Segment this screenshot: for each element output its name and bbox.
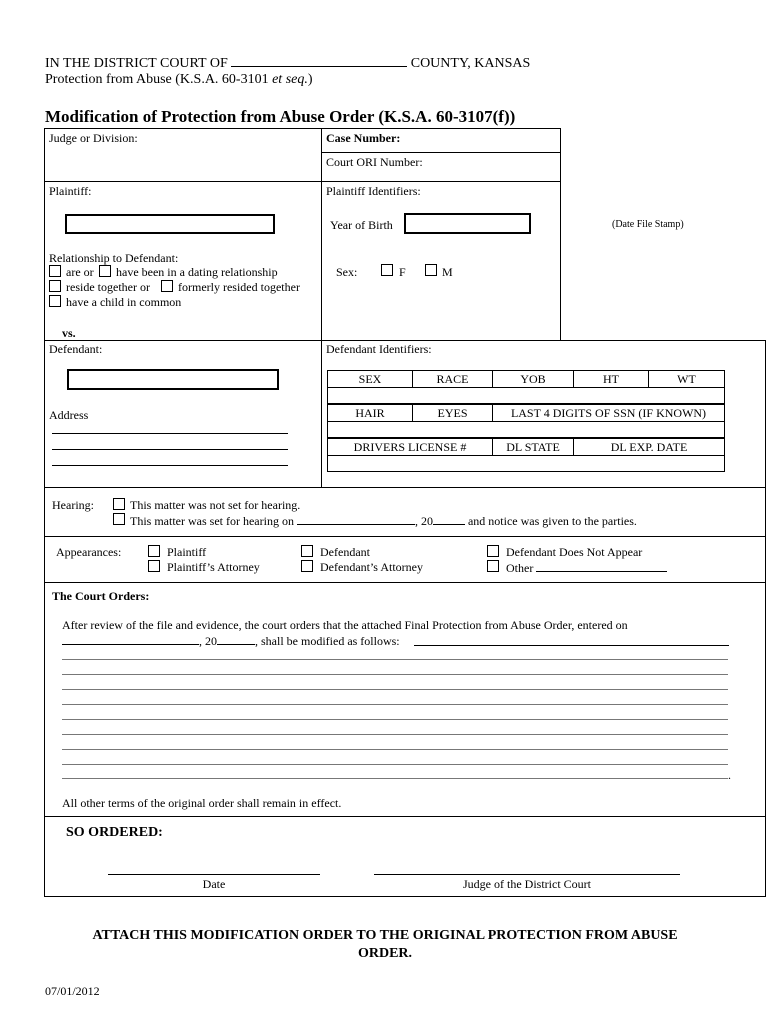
defendant-identifiers-label: Defendant Identifiers: bbox=[326, 342, 432, 356]
rel-reside-label: reside together or bbox=[66, 280, 150, 294]
hearing-not-set-label: This matter was not set for hearing. bbox=[130, 498, 301, 512]
judge-label-signature: Judge of the District Court bbox=[463, 877, 591, 891]
orders-year-blank[interactable] bbox=[217, 633, 255, 645]
address-line-3[interactable] bbox=[52, 465, 288, 466]
caption-top-border bbox=[44, 128, 561, 129]
id-wt: WT bbox=[648, 370, 725, 388]
orders-text-2-suffix: , shall be modified as follows: bbox=[255, 634, 400, 648]
orders-line-3[interactable] bbox=[62, 689, 728, 690]
app-other-line bbox=[506, 560, 667, 575]
rel-dating-label: have been in a dating relationship bbox=[116, 265, 278, 279]
rel-child-checkbox[interactable] bbox=[49, 295, 61, 307]
orders-line-6[interactable] bbox=[62, 734, 728, 735]
page-title: Modification of Protection from Abuse Order (K.S.A. 60-3107(f)) bbox=[45, 107, 516, 126]
orders-top-border bbox=[44, 582, 766, 583]
rel-are-or-label: are or bbox=[66, 265, 94, 279]
rel-reside-checkbox[interactable] bbox=[49, 280, 61, 292]
relationship-label: Relationship to Defendant: bbox=[49, 251, 179, 265]
rel-formerly-label: formerly resided together bbox=[178, 280, 300, 294]
signature-top-border bbox=[44, 816, 766, 817]
defendant-divider bbox=[44, 340, 766, 341]
appearances-top-border bbox=[44, 536, 766, 537]
defendant-name-field[interactable] bbox=[67, 369, 279, 390]
hearing-year-prefix: , 20 bbox=[414, 514, 433, 528]
rel-are-checkbox[interactable] bbox=[49, 265, 61, 277]
subtitle bbox=[45, 72, 313, 88]
orders-line-7[interactable] bbox=[62, 749, 728, 750]
orders-year-prefix: , 20 bbox=[199, 634, 217, 648]
caption-right-border-upper bbox=[560, 128, 561, 340]
hearing-set-prefix: This matter was set for hearing on bbox=[130, 514, 294, 528]
plaintiff-divider bbox=[44, 181, 561, 182]
app-defendant-not-appear-label: Defendant Does Not Appear bbox=[506, 545, 643, 559]
rel-formerly-checkbox[interactable] bbox=[161, 280, 173, 292]
id-sex: SEX bbox=[327, 370, 413, 388]
id-ssn: LAST 4 DIGITS OF SSN (IF KNOWN) bbox=[492, 404, 725, 422]
hearing-label: Hearing: bbox=[52, 498, 94, 512]
id-row3-values[interactable] bbox=[327, 455, 725, 472]
court-prefix: IN THE DISTRICT COURT OF bbox=[45, 56, 228, 71]
id-dl-state: DL STATE bbox=[492, 438, 574, 456]
case-number-label: Case Number: bbox=[326, 131, 401, 145]
rel-dating-checkbox[interactable] bbox=[99, 265, 111, 277]
id-ht: HT bbox=[573, 370, 649, 388]
orders-heading: The Court Orders: bbox=[52, 589, 150, 603]
hearing-date-blank[interactable] bbox=[297, 513, 415, 525]
id-race: RACE bbox=[412, 370, 493, 388]
orders-line-8[interactable] bbox=[62, 764, 728, 765]
app-other-label: Other bbox=[506, 561, 534, 575]
year-of-birth-label: Year of Birth bbox=[330, 218, 393, 232]
id-yob: YOB bbox=[492, 370, 574, 388]
hearing-set-line bbox=[130, 513, 637, 528]
plaintiff-label: Plaintiff: bbox=[49, 184, 92, 198]
court-line bbox=[45, 55, 530, 72]
app-other-checkbox[interactable] bbox=[487, 560, 499, 572]
defendant-label: Defendant: bbox=[49, 342, 103, 356]
app-plaintiff-checkbox[interactable] bbox=[148, 545, 160, 557]
hearing-top-border bbox=[44, 487, 766, 488]
rel-child-label: have a child in common bbox=[66, 295, 182, 309]
id-drivers-license: DRIVERS LICENSE # bbox=[327, 438, 493, 456]
orders-line-0[interactable] bbox=[414, 645, 729, 646]
address-line-2[interactable] bbox=[52, 449, 288, 450]
sex-label: Sex: bbox=[336, 265, 358, 279]
revision-date: 07/01/2012 bbox=[45, 984, 100, 998]
form-bottom-border bbox=[44, 896, 766, 897]
hearing-not-set-checkbox[interactable] bbox=[113, 498, 125, 510]
judge-signature-line[interactable] bbox=[374, 874, 680, 875]
date-file-stamp: (Date File Stamp) bbox=[612, 219, 684, 230]
orders-line-1[interactable] bbox=[62, 659, 728, 660]
vs-label: vs. bbox=[62, 326, 76, 340]
plaintiff-identifiers-label: Plaintiff Identifiers: bbox=[326, 184, 421, 198]
attach-line-1: ATTACH THIS MODIFICATION ORDER TO THE ORIGINAL PROTECTION FROM ABUSE bbox=[92, 928, 678, 943]
form-right-border bbox=[765, 340, 766, 897]
app-other-blank[interactable] bbox=[536, 560, 667, 572]
app-defendant-not-appear-checkbox[interactable] bbox=[487, 545, 499, 557]
subtitle-text: Protection from Abuse (K.S.A. 60-3101 bbox=[45, 72, 269, 87]
judge-label: Judge or Division: bbox=[49, 131, 138, 145]
orders-date-blank[interactable] bbox=[62, 633, 199, 645]
sex-m-checkbox[interactable] bbox=[425, 264, 437, 276]
county-blank[interactable] bbox=[231, 55, 407, 67]
form-left-border bbox=[44, 128, 45, 897]
sex-m-label: M bbox=[442, 265, 453, 279]
appearances-label: Appearances: bbox=[56, 545, 122, 559]
orders-line-5[interactable] bbox=[62, 719, 728, 720]
attach-line-2: ORDER. bbox=[357, 946, 413, 961]
id-row2-values[interactable] bbox=[327, 421, 725, 438]
id-hair: HAIR bbox=[327, 404, 413, 422]
orders-line-2[interactable] bbox=[62, 674, 728, 675]
app-defendant-label: Defendant bbox=[320, 545, 370, 559]
address-line-1[interactable] bbox=[52, 433, 288, 434]
orders-remain-text: All other terms of the original order shall remain in effect. bbox=[62, 796, 342, 810]
sex-f-label: F bbox=[399, 265, 406, 279]
so-ordered: SO ORDERED: bbox=[66, 825, 163, 840]
app-plaintiff-label: Plaintiff bbox=[167, 545, 207, 559]
id-row1-values[interactable] bbox=[327, 387, 725, 404]
hearing-set-checkbox[interactable] bbox=[113, 513, 125, 525]
year-of-birth-field[interactable] bbox=[404, 213, 531, 234]
orders-line-9[interactable] bbox=[62, 778, 728, 779]
app-defendant-checkbox[interactable] bbox=[301, 545, 313, 557]
hearing-year-blank[interactable] bbox=[433, 513, 465, 525]
orders-period: . bbox=[728, 768, 731, 782]
app-defendants-attorney-label: Defendant’s Attorney bbox=[320, 560, 423, 574]
orders-text-1: After review of the file and evidence, the court orders that the attached Final Protection from Abuse Order, entered on bbox=[62, 618, 628, 632]
date-signature-line[interactable] bbox=[108, 874, 320, 875]
court-ori-label: Court ORI Number: bbox=[326, 155, 423, 169]
subtitle-italic: et seq. bbox=[272, 72, 308, 87]
app-plaintiffs-attorney-label: Plaintiff’s Attorney bbox=[167, 560, 260, 574]
court-suffix: COUNTY, KANSAS bbox=[410, 56, 531, 71]
subtitle-close: ) bbox=[307, 72, 313, 87]
hearing-set-suffix: and notice was given to the parties. bbox=[467, 514, 637, 528]
app-plaintiffs-attorney-checkbox[interactable] bbox=[148, 560, 160, 572]
sex-f-checkbox[interactable] bbox=[381, 264, 393, 276]
app-defendants-attorney-checkbox[interactable] bbox=[301, 560, 313, 572]
id-dl-exp-date: DL EXP. DATE bbox=[573, 438, 725, 456]
id-eyes: EYES bbox=[412, 404, 493, 422]
date-label: Date bbox=[202, 877, 226, 891]
orders-line-4[interactable] bbox=[62, 704, 728, 705]
plaintiff-name-field[interactable] bbox=[65, 214, 275, 234]
address-label: Address bbox=[49, 408, 89, 422]
case-number-divider bbox=[321, 152, 561, 153]
